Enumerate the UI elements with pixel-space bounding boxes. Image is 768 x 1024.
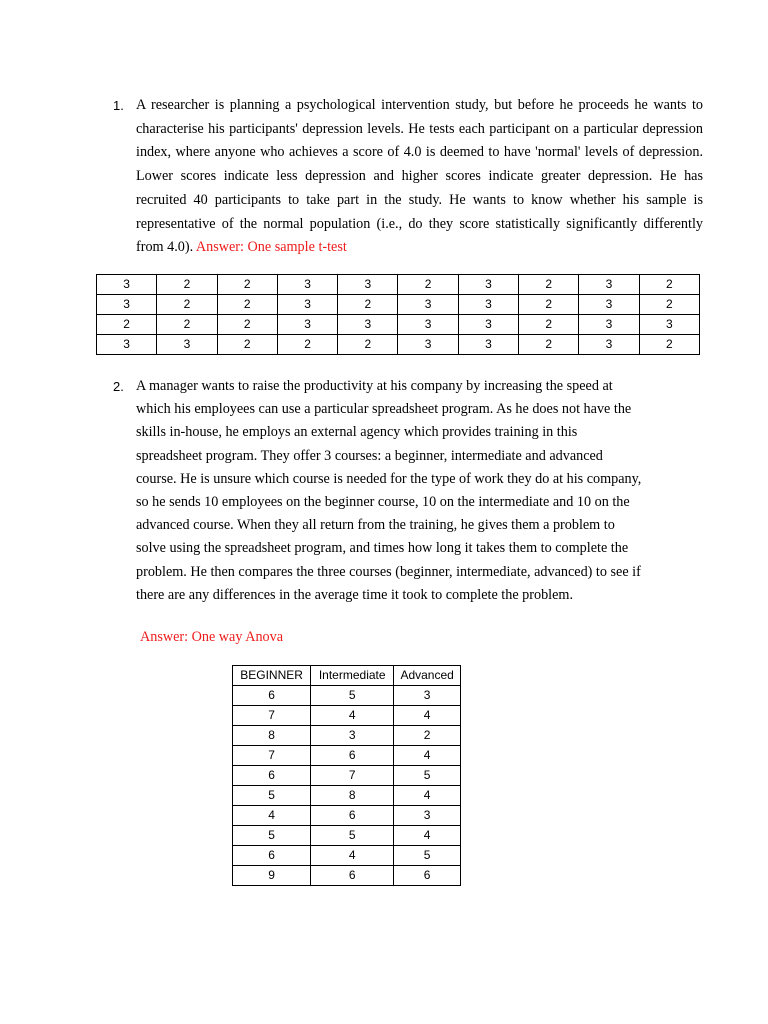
table-cell: 2 xyxy=(157,275,217,295)
table-cell: 4 xyxy=(394,706,461,726)
question-2 xyxy=(113,375,703,607)
table-cell: 3 xyxy=(458,335,518,355)
table-row xyxy=(97,295,700,315)
table-cell: 9 xyxy=(233,866,311,886)
table-cell: 5 xyxy=(394,766,461,786)
table-cell: 4 xyxy=(394,826,461,846)
table-cell: 2 xyxy=(157,315,217,335)
table-cell: 3 xyxy=(398,315,458,335)
table-header-row xyxy=(233,666,461,686)
table-cell: 2 xyxy=(217,315,277,335)
table-cell: 8 xyxy=(233,726,311,746)
question-1-text xyxy=(136,94,703,260)
table-cell: 6 xyxy=(233,766,311,786)
table-cell: 7 xyxy=(233,746,311,766)
table-cell: 2 xyxy=(519,315,579,335)
question-2-line: spreadsheet program. They offer 3 courses: a beginner, intermediate and advanced xyxy=(136,447,603,464)
table-cell: 2 xyxy=(394,726,461,746)
question-2-answer: Answer: One way Anova xyxy=(140,629,284,645)
question-2-line: advanced course. When they all return from the training, he gives them a problem to xyxy=(136,517,615,534)
question-2-line: there are any differences in the average time it took to complete the problem. xyxy=(136,586,574,603)
table-cell: 3 xyxy=(398,295,458,315)
course-times-table xyxy=(232,665,461,886)
table-cell: 2 xyxy=(519,295,579,315)
table-cell: 6 xyxy=(311,806,394,826)
table-row xyxy=(233,786,461,806)
table-cell: 3 xyxy=(639,315,699,335)
table-cell: 2 xyxy=(217,335,277,355)
table-cell: 2 xyxy=(217,295,277,315)
table-cell: 3 xyxy=(97,275,157,295)
table-cell: 3 xyxy=(458,295,518,315)
table-cell: 3 xyxy=(458,315,518,335)
table-cell: 3 xyxy=(338,315,398,335)
table-row xyxy=(233,806,461,826)
table-cell: 2 xyxy=(217,275,277,295)
table-row xyxy=(233,826,461,846)
table-cell: 4 xyxy=(311,846,394,866)
table-row xyxy=(233,866,461,886)
question-2-line: course. He is unsure which course is needed for the type of work they do at his company, xyxy=(136,470,642,487)
table-cell: 3 xyxy=(579,275,639,295)
table-cell: 2 xyxy=(277,335,337,355)
table-cell: 3 xyxy=(97,295,157,315)
table-cell: 3 xyxy=(277,295,337,315)
table-cell: 2 xyxy=(338,335,398,355)
depression-scores-table xyxy=(96,274,700,355)
table-cell: 2 xyxy=(157,295,217,315)
table-cell: 3 xyxy=(579,315,639,335)
table-cell: 6 xyxy=(233,846,311,866)
table-cell: 5 xyxy=(233,786,311,806)
question-2-text xyxy=(136,375,703,607)
table-header-cell: Intermediate xyxy=(311,666,394,686)
question-1-body: A researcher is planning a psychological intervention study, but before he proceeds he wants to characterise his participants' depression levels. He tests each participant on a particular depression index, where anyone who achieves a score of 4.0 is deemed to have 'normal' levels of depression. Lower scores indicate less depression and higher scores indicate greater depression. He has recruited 40 participants to take part in the study. He wants to know whether his sample is representative of the normal population (i.e., do they score statistically significantly differently from 4.0). xyxy=(136,97,703,256)
question-2-line: skills in-house, he employs an external agency which provides training in this xyxy=(136,424,578,441)
table-cell: 3 xyxy=(97,335,157,355)
table-cell: 7 xyxy=(233,706,311,726)
table-cell: 4 xyxy=(311,706,394,726)
table-cell: 3 xyxy=(394,686,461,706)
table-cell: 5 xyxy=(394,846,461,866)
table-cell: 2 xyxy=(639,335,699,355)
table-cell: 3 xyxy=(579,295,639,315)
table-cell: 8 xyxy=(311,786,394,806)
table-cell: 2 xyxy=(639,295,699,315)
table-cell: 2 xyxy=(338,295,398,315)
question-2-line: problem. He then compares the three courses (beginner, intermediate, advanced) to see if xyxy=(136,563,641,580)
table-cell: 6 xyxy=(233,686,311,706)
table-row xyxy=(233,846,461,866)
table-row xyxy=(233,766,461,786)
table-cell: 4 xyxy=(394,786,461,806)
question-1-answer: Answer: One sample t-test xyxy=(195,239,347,256)
table-row xyxy=(97,315,700,335)
table-cell: 6 xyxy=(311,746,394,766)
table-row xyxy=(97,335,700,355)
table-cell: 2 xyxy=(398,275,458,295)
table-cell: 4 xyxy=(233,806,311,826)
table-row xyxy=(97,275,700,295)
table-cell: 4 xyxy=(394,746,461,766)
table-cell: 3 xyxy=(277,275,337,295)
table-row xyxy=(233,746,461,766)
table-cell: 2 xyxy=(519,275,579,295)
question-1-number: 1. xyxy=(113,98,124,113)
table-cell: 5 xyxy=(311,686,394,706)
question-2-number: 2. xyxy=(113,379,124,394)
question-2-line: solve using the spreadsheet program, and times how long it takes them to complete the xyxy=(136,540,629,557)
question-2-line: A manager wants to raise the productivity at his company by increasing the speed at xyxy=(136,378,613,394)
table-row xyxy=(233,726,461,746)
table-row xyxy=(233,686,461,706)
table-cell: 3 xyxy=(394,806,461,826)
table-cell: 6 xyxy=(394,866,461,886)
table-cell: 6 xyxy=(311,866,394,886)
table-cell: 2 xyxy=(519,335,579,355)
table-cell: 2 xyxy=(639,275,699,295)
table-cell: 3 xyxy=(338,275,398,295)
table-row xyxy=(233,706,461,726)
table-cell: 3 xyxy=(277,315,337,335)
table-cell: 5 xyxy=(233,826,311,846)
table-cell: 3 xyxy=(398,335,458,355)
table-header-cell: BEGINNER xyxy=(233,666,311,686)
question-2-line: which his employees can use a particular spreadsheet program. As he does not have the xyxy=(136,401,632,418)
table-cell: 3 xyxy=(458,275,518,295)
table-cell: 5 xyxy=(311,826,394,846)
question-1 xyxy=(113,94,703,260)
table-cell: 7 xyxy=(311,766,394,786)
table-cell: 3 xyxy=(579,335,639,355)
table-header-cell: Advanced xyxy=(394,666,461,686)
table-cell: 3 xyxy=(311,726,394,746)
question-2-line: so he sends 10 employees on the beginner course, 10 on the intermediate and 10 on the xyxy=(136,494,630,511)
table-cell: 2 xyxy=(97,315,157,335)
table-cell: 3 xyxy=(157,335,217,355)
